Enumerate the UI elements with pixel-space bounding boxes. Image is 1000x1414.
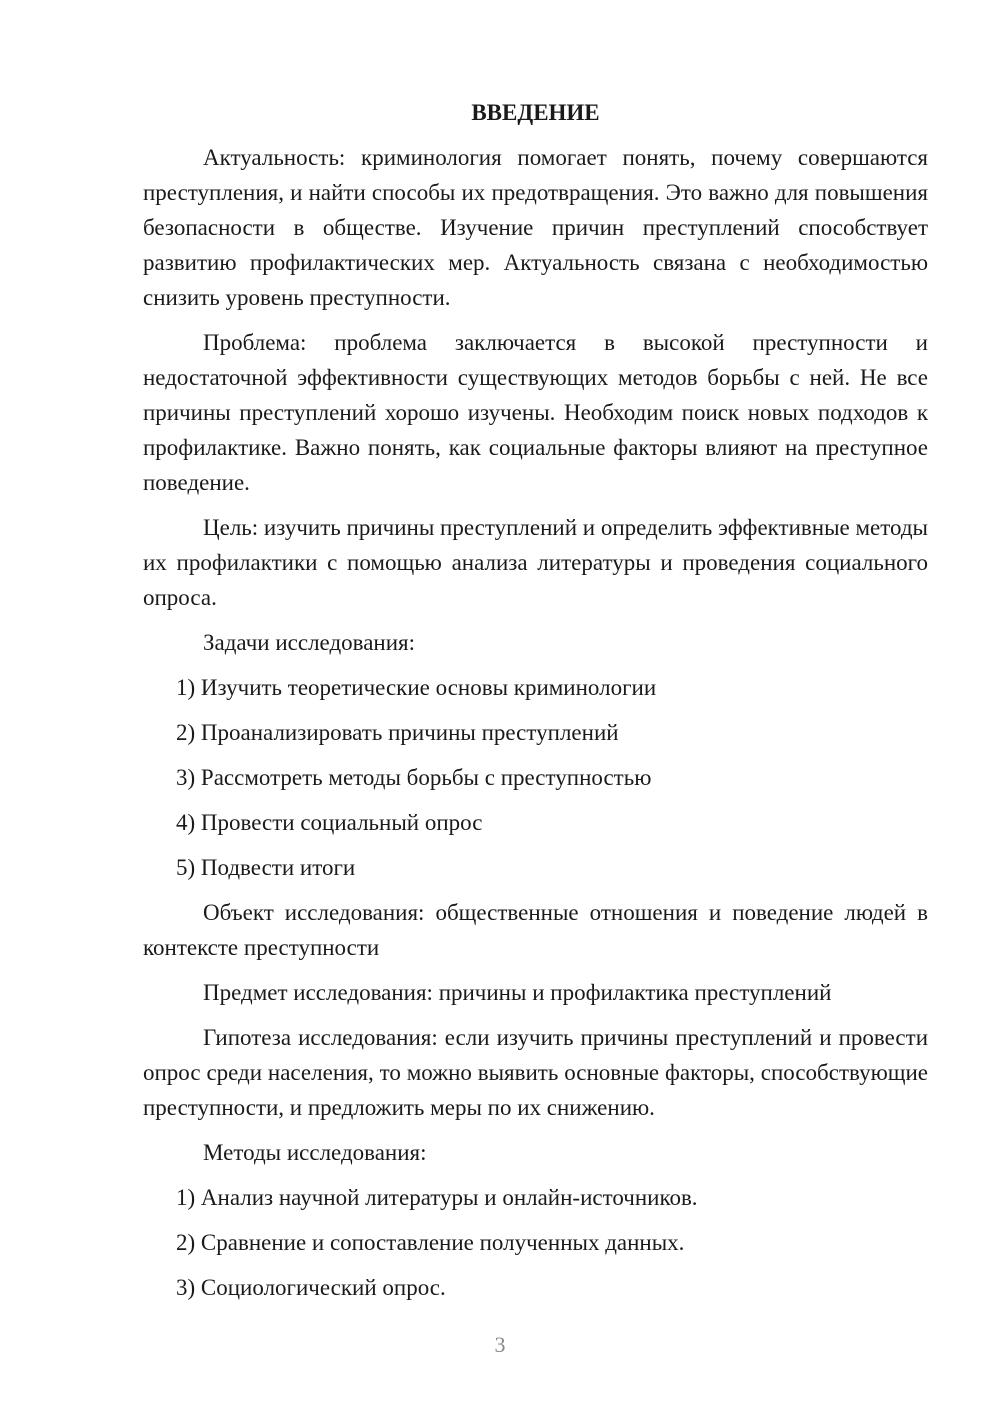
- task-item: 2) Проанализировать причины преступлений: [176, 720, 619, 745]
- problem-paragraph: Проблема: проблема заключается в высокой преступности и недостаточной эффективности существующих методов борьбы с ней. Не все причины преступлений хорошо изучены. Необходим поиск новых подходов к профилактике. Важно понять, как социальные факторы влияют на преступное поведение.: [143, 330, 928, 495]
- hypothesis-paragraph: Гипотеза исследования: если изучить причины преступлений и провести опрос среди населения, то можно выявить основные факторы, способствующие преступности, и предложить меры по их снижению.: [143, 1025, 928, 1120]
- methods-label: Методы исследования:: [203, 1140, 427, 1165]
- page-title: ВВЕДЕНИЕ: [471, 100, 600, 125]
- subject-paragraph: Предмет исследования: причины и профилактика преступлений: [203, 980, 832, 1005]
- task-item: 1) Изучить теоретические основы криминологии: [176, 675, 657, 700]
- task-item: 5) Подвести итоги: [176, 855, 356, 880]
- task-item: 3) Рассмотреть методы борьбы с преступностью: [176, 765, 652, 790]
- tasks-label: Задачи исследования:: [203, 630, 416, 655]
- page-content: [143, 95, 928, 1315]
- page-number: 3: [494, 1332, 506, 1357]
- object-paragraph: Объект исследования: общественные отношения и поведение людей в контексте преступности: [143, 900, 928, 960]
- task-item: 4) Провести социальный опрос: [176, 810, 483, 835]
- method-item: 2) Сравнение и сопоставление полученных данных.: [176, 1230, 685, 1255]
- method-item: 3) Социологический опрос.: [176, 1275, 446, 1300]
- method-item: 1) Анализ научной литературы и онлайн-источников.: [176, 1185, 698, 1210]
- goal-paragraph: Цель: изучить причины преступлений и определить эффективные методы их профилактики с помощью анализа литературы и проведения социального опроса.: [143, 515, 928, 610]
- relevance-paragraph: Актуальность: криминология помогает понять, почему совершаются преступления, и найти способы их предотвращения. Это важно для повышения безопасности в обществе. Изучение причин преступлений способствует развитию профилактических мер. Актуальность связана с необходимостью снизить уровень преступности.: [143, 145, 928, 310]
